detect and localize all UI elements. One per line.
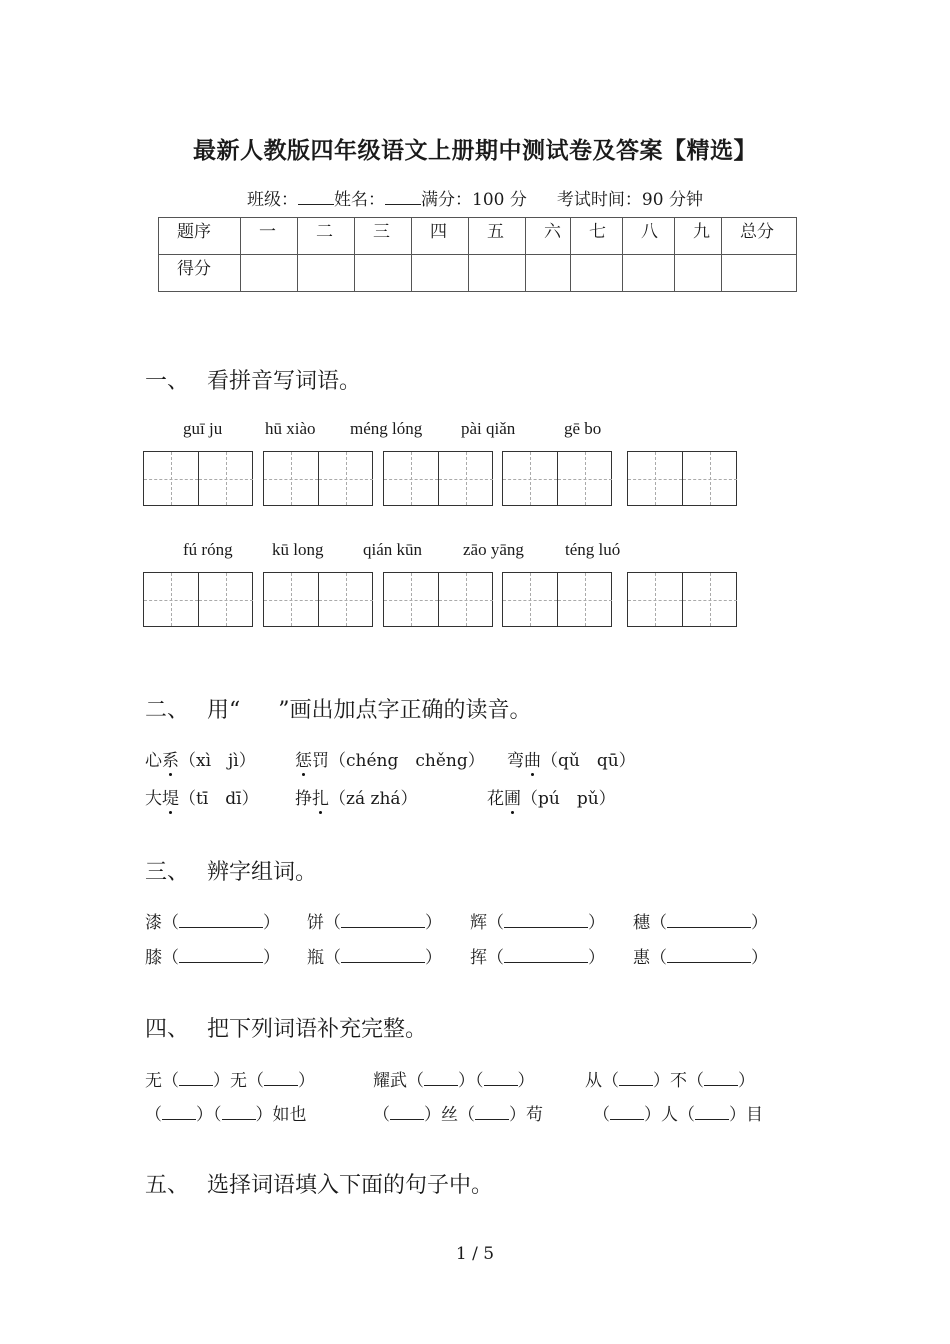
section-2-heading [145, 693, 532, 724]
name-blank [385, 190, 421, 205]
section-title: 看拼音写词语。 [207, 369, 362, 394]
writing-grid[interactable] [383, 572, 493, 627]
score-cell[interactable] [722, 255, 797, 292]
idiom-row [145, 1066, 845, 1090]
writing-grid[interactable] [502, 572, 612, 627]
reading-item[interactable]: 弯曲（qǔ qū） [507, 746, 636, 771]
pinyin-label: pài qiǎn [461, 419, 516, 438]
reading-item[interactable]: 惩罚（chéng chěng） [295, 746, 485, 771]
score-header-cell: 题序 [159, 218, 241, 255]
writing-grid[interactable] [143, 572, 253, 627]
score-cell[interactable] [298, 255, 355, 292]
writing-grid[interactable] [263, 572, 373, 627]
pinyin-label: méng lóng [350, 419, 423, 438]
score-header-cell: 一 [241, 218, 298, 255]
score-cell[interactable] [526, 255, 571, 292]
pinyin-label: fú róng [183, 540, 233, 559]
score-header-cell: 五 [469, 218, 526, 255]
idiom-item[interactable]: （ ）人（ ）目 [593, 1105, 763, 1125]
score-header-cell: 总分 [722, 218, 797, 255]
score-header-cell: 八 [623, 218, 675, 255]
idiom-item[interactable]: 无（ ）无（ ） [145, 1071, 315, 1091]
score-value-row [159, 255, 797, 292]
section-number: 五、 [145, 1173, 190, 1198]
page-title: 最新人教版四年级语文上册期中测试卷及答案【精选】 [193, 137, 757, 164]
class-blank [298, 190, 334, 205]
exam-info [0, 185, 950, 210]
word-group-item[interactable]: 饼（ ） [307, 913, 442, 933]
pinyin-label: hū xiào [265, 419, 316, 438]
score-cell[interactable] [469, 255, 526, 292]
idiom-item[interactable]: 耀武（ ）（ ） [373, 1071, 535, 1091]
score-header-cell: 四 [412, 218, 469, 255]
writing-grid[interactable] [502, 451, 612, 506]
writing-grid[interactable] [627, 451, 737, 506]
writing-grid[interactable] [143, 451, 253, 506]
section-title-post: ”画出加点字正确的读音。 [278, 698, 532, 723]
score-cell[interactable] [412, 255, 469, 292]
section-5-heading [145, 1168, 493, 1199]
section-3-heading [145, 855, 317, 886]
word-group-item[interactable]: 瓶（ ） [307, 948, 442, 968]
word-group-item[interactable]: 膝（ ） [145, 948, 280, 968]
section-title: 辨字组词。 [207, 860, 318, 885]
class-label: 班级： [247, 190, 299, 210]
section-1-heading [145, 364, 361, 395]
word-group-item[interactable]: 穗（ ） [633, 913, 768, 933]
full-score: 满分：100 分 [421, 190, 527, 210]
section-title: 选择词语填入下面的句子中。 [207, 1173, 494, 1198]
score-row-label: 得分 [159, 255, 241, 292]
word-group-item[interactable]: 挥（ ） [470, 948, 605, 968]
section-number: 三、 [145, 860, 190, 885]
score-cell[interactable] [355, 255, 412, 292]
reading-item[interactable]: 心系（xì jì） [145, 746, 256, 771]
section-title-pre: 用“ [207, 698, 241, 723]
score-header-cell: 七 [571, 218, 623, 255]
pinyin-label: zāo yāng [463, 540, 524, 559]
section-4-heading [145, 1012, 427, 1043]
writing-grid[interactable] [383, 451, 493, 506]
idiom-item[interactable]: （ ）（ ）如也 [145, 1105, 307, 1125]
reading-row [145, 784, 845, 808]
exam-time: 考试时间：90 分钟 [556, 190, 703, 210]
page-number: 1 / 5 [455, 1244, 495, 1264]
word-group-item[interactable]: 辉（ ） [470, 913, 605, 933]
score-header-cell: 九 [675, 218, 722, 255]
score-cell[interactable] [675, 255, 722, 292]
reading-item[interactable]: 花圃（pú pǔ） [487, 784, 616, 809]
section-number: 二、 [145, 698, 190, 723]
score-header-cell: 六 [526, 218, 571, 255]
pinyin-label: téng luó [565, 540, 621, 559]
score-cell[interactable] [241, 255, 298, 292]
word-group-row [145, 908, 845, 932]
word-group-item[interactable]: 漆（ ） [145, 913, 280, 933]
score-header-row [159, 218, 797, 255]
name-label: 姓名： [334, 190, 386, 210]
reading-row [145, 746, 845, 770]
section-number: 一、 [145, 369, 190, 394]
reading-item[interactable]: 挣扎（zá zhá） [295, 784, 418, 809]
pinyin-label: kū long [272, 540, 324, 559]
word-group-row [145, 943, 845, 967]
score-cell[interactable] [571, 255, 623, 292]
writing-grid[interactable] [627, 572, 737, 627]
score-header-cell: 二 [298, 218, 355, 255]
reading-item[interactable]: 大堤（tī dī） [145, 784, 259, 809]
score-header-cell: 三 [355, 218, 412, 255]
score-table [158, 217, 797, 292]
idiom-item[interactable]: 从（ ）不（ ） [585, 1071, 755, 1091]
score-cell[interactable] [623, 255, 675, 292]
word-group-item[interactable]: 惠（ ） [633, 948, 768, 968]
writing-grid[interactable] [263, 451, 373, 506]
pinyin-label: gē bo [564, 419, 602, 438]
idiom-row [145, 1100, 845, 1124]
pinyin-label: qián kūn [363, 540, 423, 559]
section-title: 把下列词语补充完整。 [207, 1017, 428, 1042]
idiom-item[interactable]: （ ）丝（ ）苟 [373, 1105, 543, 1125]
pinyin-label: guī ju [183, 419, 223, 438]
section-number: 四、 [145, 1017, 190, 1042]
